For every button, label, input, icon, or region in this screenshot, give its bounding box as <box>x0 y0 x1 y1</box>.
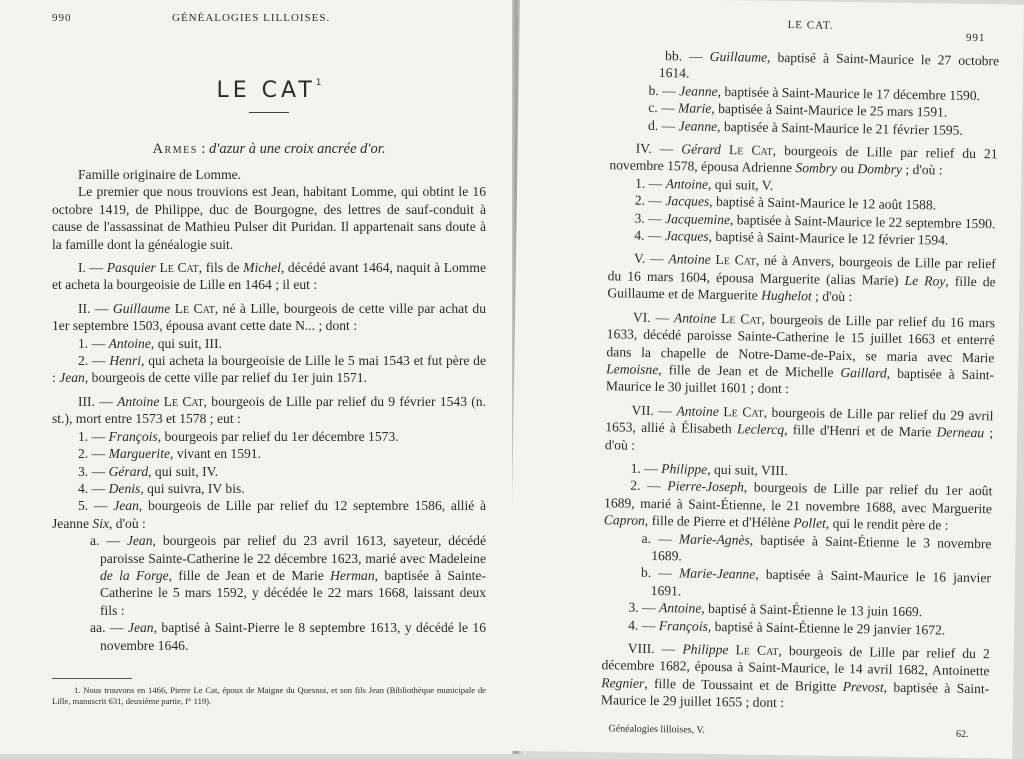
gen-num: I. — <box>78 260 107 276</box>
generation-VIII <box>601 639 990 715</box>
surname: Le Cat <box>723 403 764 420</box>
child-num: 2. — <box>78 446 109 462</box>
person-name: Gérard <box>681 141 722 158</box>
person-name: Antoine <box>658 600 702 616</box>
person-name: Guillaume <box>709 48 768 65</box>
person-name: Antoine <box>673 309 717 326</box>
gen-text: , bourgeois de Lille par relief du 2 décembre 1682, épousa à Saint-Maurice, le 14 avril 1682, Antoinette <box>601 642 990 679</box>
surname: Le Cat <box>174 300 215 316</box>
left-page-number: 990 <box>52 12 72 24</box>
spouse-name: Le Roy <box>904 272 946 289</box>
person-name: François <box>658 617 708 634</box>
intro-paragraph: Le premier que nous trouvions est Jean, habitant Lomme, qui obtint le 16 octobre 1419, de Philippe, duc de Bourgogne, des lettres de sauf-conduit à cause de l'assassinat de Mathieu Pulser dit Puridan. Il appartenait sans doute à la famille dont la généalogie suit. <box>52 184 486 252</box>
mother-name: Prevost <box>842 678 884 695</box>
child-text: , qui acheta la bourgeoisie de Lille le 5 mai 1543 et fut père de : <box>52 353 486 386</box>
gen-text: , décédé avant 1464, naquit à Lomme et acheta la bourgeoisie de Lille en 1464 ; il eut : <box>52 260 486 293</box>
generation-VI <box>606 308 995 401</box>
gen-text: , bourgeois de Lille par relief du 16 mars 1633, décédé paroisse Sainte-Catherine le 15 juillet 1663 et enterré dans la chapelle de Notre-Dame-de-Paix, se maria avec Marie <box>606 311 996 365</box>
child-num: c. — <box>648 100 679 116</box>
child-num: b. — <box>640 565 680 581</box>
arms-text: d'azur à une croix ancrée d'or. <box>209 141 386 157</box>
surname: Le Cat <box>159 260 199 276</box>
person-name: Antoine <box>117 393 160 409</box>
surname: Le Cat <box>163 393 204 409</box>
child-text: , baptisé à Saint-Pierre le 8 septembre 1613, y décédé le 16 novembre 1646. <box>100 620 487 653</box>
gen-num: VII. — <box>631 402 677 419</box>
person-name: Guillaume <box>112 300 171 316</box>
child-text: , bourgeois de Lille par relief du 1er août 1689, marié à Saint-Étienne, le 21 novembre 1688, avec Marguerite <box>603 479 993 517</box>
person-name: Jeanne <box>678 117 718 134</box>
left-running-title: GÉNÉALOGIES LILLOISES. <box>172 12 331 24</box>
gen-num: IV. — <box>635 140 682 157</box>
child-text: , baptisée à Saint-Étienne le 3 novembre 1689. <box>651 532 992 564</box>
surname: Le Cat <box>720 310 762 327</box>
sheet-number: 62. <box>955 728 969 740</box>
spouse-name: Sombry <box>795 160 838 177</box>
surname: Le Cat <box>715 252 757 269</box>
generation-IV <box>609 139 997 180</box>
surname: Le Cat <box>728 142 773 158</box>
child-num: 1. — <box>630 460 662 477</box>
gen-text: , né à Anvers, bourgeois de Lille par relief du 16 mars 1604, épousa Marguerite (alias Marie) <box>607 253 997 288</box>
child-num: aa. — <box>90 620 128 636</box>
child-entry <box>52 428 486 445</box>
person-name: Antoine <box>676 403 719 419</box>
gen-text: ; d'où : <box>811 288 853 305</box>
footnote: 1. Nous trouvons en 1466, Pierre Le Cat, époux de Maigne du Quesnoi, et son fils Jean (Bibliothèque municipale de Lille, manuscrit 631, deuxième partie, f° 119). <box>52 684 486 706</box>
gen-num: V. — <box>633 251 669 267</box>
person-name: Jeanne <box>679 83 718 99</box>
child-num: 2. — <box>634 192 666 209</box>
child-entry <box>52 497 486 532</box>
gen-text: , fille de Jean et de Michelle <box>658 361 841 380</box>
gen-num: III. — <box>78 393 118 409</box>
mother-name: Hughelot <box>761 287 812 304</box>
mother-name: Herman <box>330 567 375 583</box>
child-text: , baptisée à Sainte-Catherine le 5 mars 1592, y décédée le 22 mars 1668, laissant deux fils : <box>100 567 486 618</box>
gen-text: , fille d'Henri et de Marie <box>784 422 937 440</box>
person-name: Jean <box>113 498 139 514</box>
child-num: a. — <box>90 533 127 549</box>
child-entry <box>52 352 486 387</box>
chapter-title <box>52 78 486 103</box>
child-num: 1. — <box>78 335 109 351</box>
mother-name: Pollet <box>793 515 826 531</box>
person-name: Philippe <box>661 461 708 477</box>
child-num: 1. — <box>78 428 109 444</box>
gen-text: ou <box>836 161 858 177</box>
person-name: Pasquier <box>106 260 156 276</box>
gen-text: , baptisée à Saint-Maurice le 30 juillet 1601 ; dont : <box>605 365 995 397</box>
person-name: Marguerite <box>108 446 171 462</box>
child-text: , fille de Jean et de Marie <box>168 567 331 583</box>
child-num: 4. — <box>634 227 666 244</box>
child-text: , qui suit, V. <box>707 176 774 193</box>
person-name: Denis <box>108 480 141 496</box>
spouse-name: de la Forge <box>100 567 169 583</box>
child-entry <box>52 335 486 352</box>
child-num: 3. — <box>634 210 666 226</box>
grandchild-entry <box>52 532 486 619</box>
child-num: d. — <box>647 117 679 133</box>
child-text: , baptisée à Saint-Maurice le 22 septembre 1590. <box>729 211 996 231</box>
gen-text: ; d'où : <box>901 162 943 178</box>
arms-separator: : <box>197 141 210 157</box>
child-entry <box>52 463 486 480</box>
child-text: , d'où : <box>109 515 146 531</box>
person-name: Marie <box>678 100 712 117</box>
title-footnote-ref: 1 <box>315 78 322 88</box>
spouse-name: Capron <box>603 512 645 529</box>
person-name: Pierre-Joseph <box>667 478 744 495</box>
child-num: a. — <box>641 530 679 546</box>
arms-line <box>52 141 486 158</box>
person-name: Jacques <box>664 228 709 244</box>
spouse-name: Dombry <box>857 161 903 178</box>
generation-II <box>52 300 486 335</box>
child-entry <box>604 477 993 535</box>
child-text: , baptisé à Saint-Étienne le 29 janvier 1672. <box>707 618 946 638</box>
left-page <box>0 0 512 754</box>
child-text: , baptisée à Saint-Maurice le 16 janvier 1691. <box>650 566 992 599</box>
gen-text: , fils de <box>198 260 244 276</box>
child-text: , baptisé à Saint-Étienne le 13 juin 1669. <box>701 600 923 620</box>
child-entry <box>52 445 486 462</box>
left-running-head <box>52 12 486 34</box>
child-text: , bourgeois de cette ville par relief du 1er juin 1571. <box>84 370 367 386</box>
generation-III <box>52 393 486 428</box>
person-name: Jean <box>126 533 153 549</box>
gen-text: , baptisée à Saint-Maurice le 29 juillet 1655 ; dont : <box>600 679 990 711</box>
person-name: Jean <box>59 370 85 386</box>
gen-num: II. — <box>78 300 113 316</box>
child-text: , baptisée à Saint-Maurice le 17 décembre 1590. <box>717 83 981 103</box>
mother-name: Gaillard <box>840 364 887 381</box>
child-text: , baptisé à Saint-Maurice le 12 février 1594. <box>708 228 949 248</box>
gen-text: , bourgeois de Lille par relief du 29 avril 1653, allié à Élisabeth <box>605 404 994 437</box>
grandchild-entry <box>611 46 999 87</box>
right-running-title: LE CAT. <box>787 19 834 32</box>
child-text: , qui le rendit père de : <box>825 515 949 533</box>
child-text: , bourgeois par relief du 1er décembre 1573. <box>157 428 399 444</box>
title-rule <box>249 112 289 113</box>
person-name: Jacques <box>665 193 710 210</box>
child-text: , qui suit, VIII. <box>707 461 788 479</box>
person-name: François <box>108 428 158 444</box>
person-name: Marie-Agnès <box>678 530 750 548</box>
generation-VII <box>605 401 994 459</box>
child-text: , qui suit, IV. <box>148 463 219 479</box>
person-name: Gérard <box>108 463 149 479</box>
gen-num: VI. — <box>632 309 675 325</box>
person-name: Antoine <box>665 175 709 192</box>
gen-text: ; d'où : <box>604 425 994 453</box>
gen-text: , fille de Guillaume et de Marguerite <box>607 273 996 303</box>
child-num: 5. — <box>78 498 114 514</box>
child-text: , vivant en 1591. <box>170 446 262 462</box>
right-page <box>508 0 1024 759</box>
person-name: Marie-Jeanne <box>678 565 756 582</box>
child-text: , baptisé à Saint-Maurice le 12 août 1588. <box>709 194 937 213</box>
child-text: , baptisée à Saint-Maurice le 25 mars 1591. <box>711 101 948 120</box>
person-name: Henri <box>109 353 142 369</box>
person-name: Antoine <box>108 335 151 351</box>
origin-paragraph: Famille originaire de Lomme. <box>78 167 242 182</box>
child-text: , qui suit, III. <box>150 335 222 351</box>
great-grandchild-entry <box>52 619 486 654</box>
child-num: 3. — <box>628 599 660 616</box>
child-num: 2. — <box>630 477 668 494</box>
generation-V <box>607 250 996 308</box>
gen-text: , bourgeois de Lille par relief du 21 novembre 1578, épousa Adrienne <box>609 142 998 176</box>
child-num: 2. — <box>78 353 110 369</box>
footnote-rule <box>52 678 132 679</box>
child-num: 4. — <box>628 617 659 633</box>
child-num: 1. — <box>634 175 666 191</box>
child-num: 3. — <box>78 463 109 479</box>
gen-text: , fille de Toussaint et de Brigitte <box>644 675 843 694</box>
right-page-number: 991 <box>965 31 986 45</box>
child-text: , bourgeois par relief du 23 avril 1613, sayeteur, décédé paroisse Sainte-Catherine le 22 décembre 1623, marié avec Madeleine <box>100 533 487 566</box>
surname: Le Cat <box>735 642 779 658</box>
child-num: b. — <box>648 82 680 99</box>
spouse-name: Leclercq <box>736 421 785 438</box>
spouse-name: Regnier <box>601 675 645 691</box>
spouse-name: Lemoisne <box>606 361 659 377</box>
child-num: 4. — <box>78 480 109 496</box>
child-text: , baptisée à Saint-Maurice le 21 février 1595. <box>716 118 963 138</box>
person-name: Antoine <box>668 251 711 268</box>
father-name: Michel <box>243 260 281 276</box>
child-text: , baptisé à Saint-Maurice le 27 octobre 1614. <box>658 49 1000 81</box>
mother-name: Derneau <box>936 424 985 441</box>
gen-num: VIII. — <box>627 640 683 657</box>
child-text: , fille de Pierre et d'Hélène <box>644 513 794 531</box>
person-name: Jean <box>127 620 154 636</box>
spouse-name: Six <box>92 515 109 531</box>
person-name: Philippe <box>682 641 729 658</box>
gen-text: , né à Lille, bourgeois de cette ville par achat du 1er septembre 1503, épousa avant cette date N... ; dont : <box>52 300 486 334</box>
arms-label: Armes <box>152 141 198 157</box>
child-num: bb. — <box>665 48 710 64</box>
chapter-title-text: LE CAT <box>216 78 316 103</box>
signature-mark: Généalogies lilloises, V. <box>608 722 705 736</box>
right-footer <box>600 723 988 747</box>
child-entry <box>52 480 486 497</box>
child-text: , qui suivra, IV bis. <box>140 480 245 496</box>
gen-text: , bourgeois de Lille par relief du 9 février 1543 (n. st.), mort entre 1573 et 1578 ; eut : <box>52 393 486 427</box>
person-name: Jacquemine <box>665 210 731 227</box>
generation-I <box>52 259 486 294</box>
child-text: , bourgeois de Lille par relief du 12 septembre 1586, allié à Jeanne <box>52 498 486 531</box>
